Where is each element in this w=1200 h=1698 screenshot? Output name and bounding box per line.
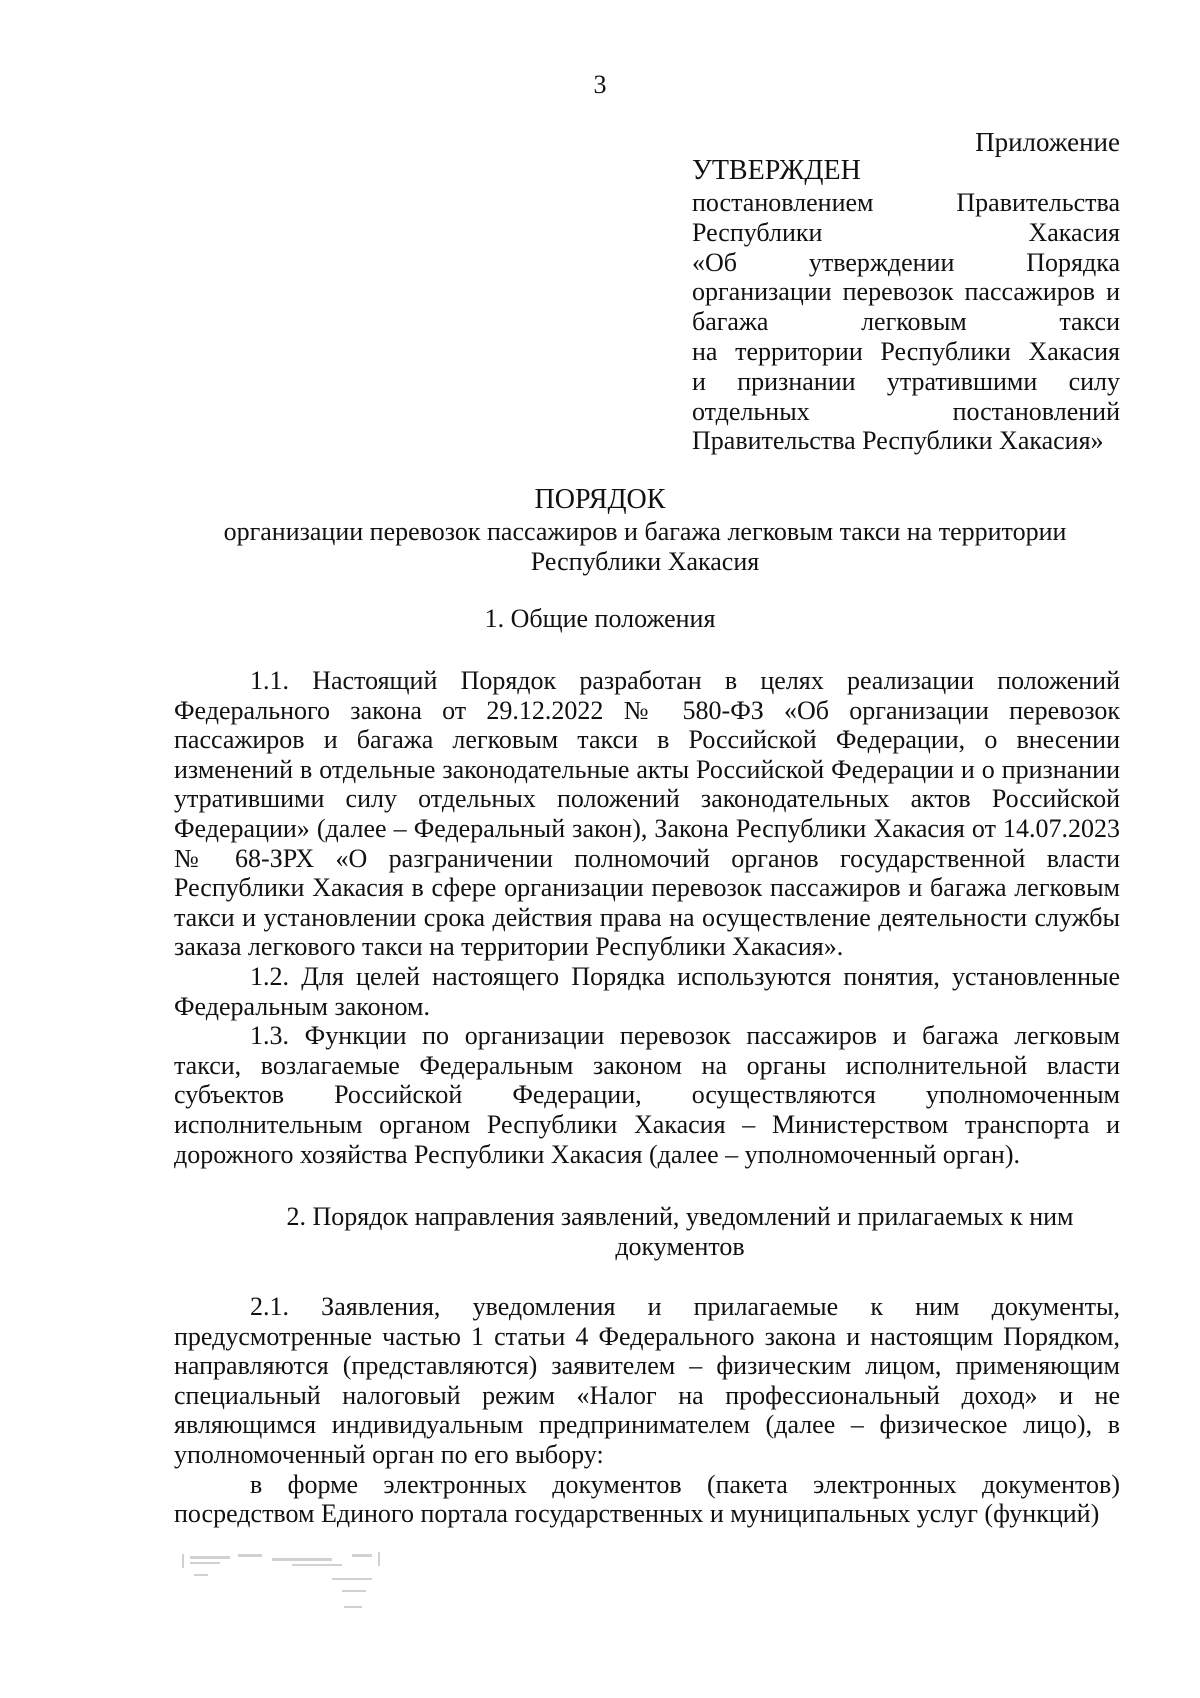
paragraph-2-1: 2.1. Заявления, уведомления и прилагаемые к ним документы, предусмотренные частью 1 статьи 4 Федерального закона и настоящим Порядком, направляются (представляются) заявителем – физическим лицом, применяющим специальный налоговый режим «Налог на профессиональный доход» и не являющимся индивидуальным предпринимателем (далее – физическое лицо), в уполномоченный орган по его выбору: bbox=[174, 1292, 1120, 1469]
approval-line: Республики Хакасия bbox=[692, 217, 1120, 247]
page-number: 3 bbox=[593, 70, 607, 99]
section-1-body bbox=[174, 666, 1120, 1169]
section-1-heading: 1. Общие положения bbox=[484, 604, 716, 633]
approval-line: организации перевозок пассажиров и bbox=[692, 277, 1120, 307]
approval-line: на территории Республики Хакасия bbox=[692, 336, 1120, 366]
section-2-heading: 2. Порядок направления заявлений, уведомлений и прилагаемых к ним документов bbox=[286, 1202, 1074, 1261]
paragraph-1-2: 1.2. Для целей настоящего Порядка используются понятия, установленные Федеральным законом. bbox=[174, 961, 1120, 1021]
approval-block bbox=[692, 126, 1120, 456]
approval-line: Правительства Республики Хакасия» bbox=[692, 426, 1104, 456]
approval-line: отдельных постановлений bbox=[692, 396, 1120, 426]
section-2-body bbox=[174, 1292, 1120, 1529]
approval-line: «Об утверждении Порядка bbox=[692, 247, 1120, 277]
approval-line: и признании утратившими силу bbox=[692, 366, 1120, 396]
approval-line: постановлением Правительства bbox=[692, 188, 1120, 217]
paragraph-1-3: 1.3. Функции по организации перевозок пассажиров и багажа легковым такси, возлагаемые Федеральным законом на органы исполнительной власти субъектов Российской Федерации, осуществляются уполномоченным исполнительным органом Республики Хакасия – Министерством транспорта и дорожного хозяйства Республики Хакасия (далее – уполномоченный орган). bbox=[174, 1021, 1120, 1169]
paragraph-1-1: 1.1. Настоящий Порядок разработан в целях реализации положений Федерального закона от 29.12.2022 № 580-ФЗ «Об организации перевозок пассажиров и багажа легковым такси в Российской Федерации, о внесении изменений в отдельные законодательные акты Российской Федерации и о признании утратившими силу отдельных положений законодательных актов Российской Федерации» (далее – Федеральный закон), Закона Республики Хакасия от 14.07.2023 № 68-ЗРХ «О разграничении полномочий органов государственной власти Республики Хакасия в сфере организации перевозок пассажиров и багажа легковым такси и установлении срока действия права на осуществление деятельности службы заказа легкового такси на территории Республики Хакасия». bbox=[174, 666, 1120, 962]
document-subtitle: организации перевозок пассажиров и багажа легковым такси на территории Республики Хакасия bbox=[223, 517, 1067, 576]
paragraph-2-1-option: в форме электронных документов (пакета электронных документов) посредством Единого портала государственных и муниципальных услуг (функций) bbox=[174, 1469, 1120, 1529]
appendix-label: Приложение bbox=[975, 127, 1120, 157]
document-title: ПОРЯДОК bbox=[534, 484, 666, 515]
approval-line: багажа легковым такси bbox=[692, 307, 1120, 337]
approved-label: УТВЕРЖДЕН bbox=[692, 155, 861, 186]
approval-resolution-text bbox=[692, 188, 1120, 456]
faint-stamp-mark bbox=[182, 1548, 402, 1612]
